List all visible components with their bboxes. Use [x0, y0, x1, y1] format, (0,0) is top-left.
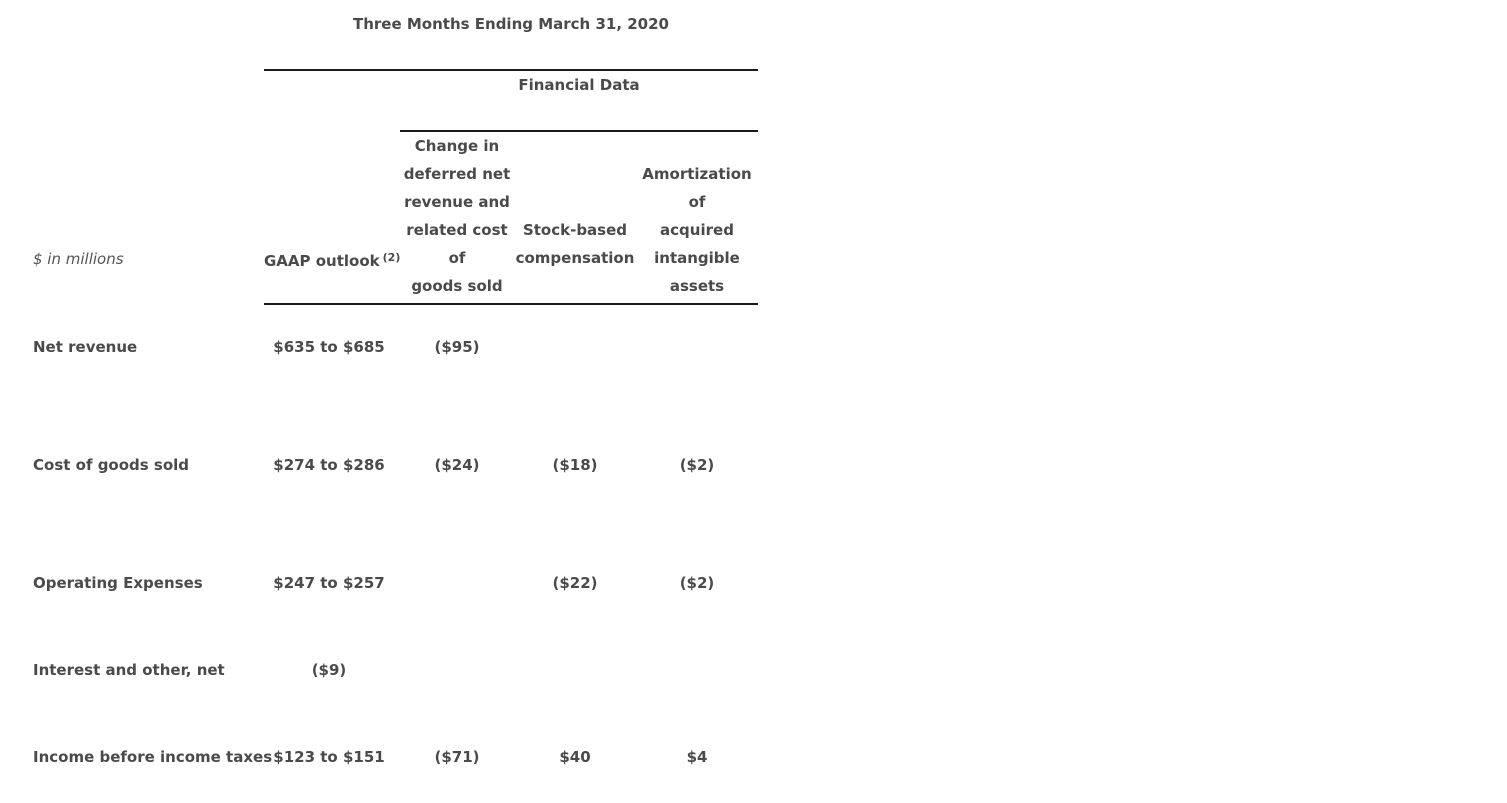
cell-deferred: ($95)	[434, 338, 480, 356]
header-line: Stock-based	[522, 221, 628, 239]
cell-amort: $4	[686, 748, 708, 766]
header-line: Amortization of	[642, 165, 752, 211]
cell-stock: ($22)	[552, 574, 598, 592]
cell-deferred: ($71)	[434, 748, 480, 766]
header-line: related cost of	[406, 221, 508, 267]
cell-deferred: ($24)	[434, 456, 480, 474]
header-bottom-rule	[264, 303, 758, 305]
row-label-cost-of-goods-sold: Cost of goods sold	[33, 456, 190, 474]
cell-gaap: $247 to $257	[273, 574, 385, 592]
column-header-stock-based	[515, 216, 635, 272]
units-label: $ in millions	[33, 250, 124, 268]
cell-gaap: $274 to $286	[273, 456, 385, 474]
cell-stock: $40	[559, 748, 591, 766]
header-line: deferred net	[403, 165, 511, 183]
table-title: Three Months Ending March 31, 2020	[352, 15, 669, 33]
cell-amort: ($2)	[679, 574, 715, 592]
header-line: intangible	[654, 249, 740, 267]
row-label-operating-expenses: Operating Expenses	[33, 574, 203, 592]
cell-amort: ($2)	[679, 456, 715, 474]
header-line: compensation	[515, 249, 635, 267]
row-label-interest-and-other: Interest and other, net	[33, 661, 225, 679]
header-line: goods sold	[411, 277, 503, 295]
column-header-gaap-outlook	[264, 244, 400, 275]
column-header-deferred	[398, 132, 516, 300]
cell-stock: ($18)	[552, 456, 598, 474]
group-header-financial-data: Financial Data	[518, 76, 640, 94]
gaap-outlook-label: GAAP outlook	[264, 252, 380, 270]
header-line: acquired	[660, 221, 734, 239]
header-line: revenue and	[404, 193, 510, 211]
row-label-income-before-income-taxes: Income before income taxes	[33, 748, 273, 766]
header-line: assets	[669, 277, 725, 295]
column-header-amortization	[634, 160, 760, 300]
cell-gaap: ($9)	[311, 661, 347, 679]
row-label-net-revenue: Net revenue	[33, 338, 138, 356]
cell-gaap: $123 to $151	[273, 748, 385, 766]
gaap-footnote-marker: (2)	[382, 251, 401, 264]
cell-gaap: $635 to $685	[273, 338, 385, 356]
header-line: Change in	[414, 137, 500, 155]
